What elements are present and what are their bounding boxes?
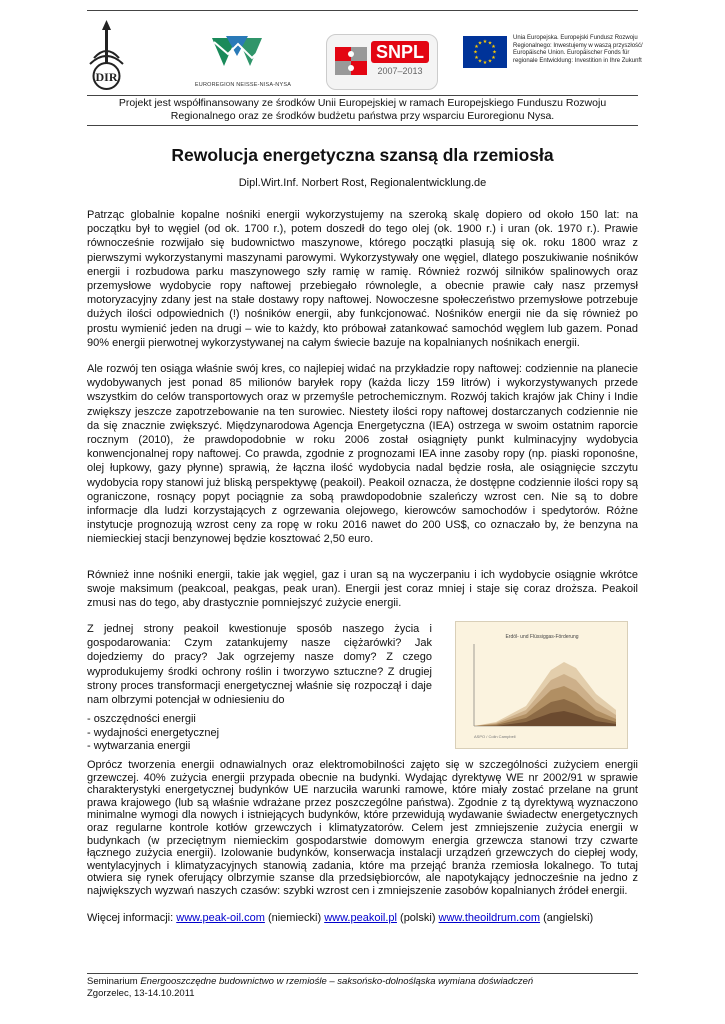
paragraph-5: Oprócz tworzenia energii odnawialnych oraz elektromobilności zajęto się w szczególności zużyciem energii grzewczej. 40% zużycia energii przypada obecnie na budynki. Wydając dyrektywę WE nr 2002/91 w sprawie charakterystyki energetycznej budynków UE narzuciła warunki ramowe, które miały zostać przelane na grunt prawa krajowego (lub są właśnie wdrażane przez poszczególne państwa). Zgodnie z tą dyrektywą wyznaczono minimalne wymogi dla nowych i istniejących budynków, które przewidują wydawanie świadectw energetycznych oraz regularne kontrole kotłów grzewczych i klimatyzatorów. Celem jest zmniejszenie zużycia energii w budynkach (w przeciętnym niemieckim gospodarstwie domowym energia grzewcza stanowi trzy czwarte łącznego zużycia energii). Izolowanie budynków, konserwacja instalacji urządzeń grzewczych do ciepłej wody, wentylacyjnych i klimatyzacyjnych stanowią zadania, które ma przejąć branża rzemiosła lokalnego. To tutaj otwiera się rynek oferujący olbrzymie szanse dla przedsiębiorców, ale napotykający jednocześnie na jedno z największych wyzwań naszych czasów: szybki wzrost cen i zmniejszenie zasobów kopalnianych źródeł energii. xyxy=(87,759,638,897)
svg-text:★: ★ xyxy=(487,58,493,65)
euroregion-caption: EUROREGION NEISSE-NISA-NYSA xyxy=(194,82,292,88)
euroregion-logo xyxy=(178,32,308,92)
svg-text:★: ★ xyxy=(474,44,479,50)
more-info-label: Więcej informacji: xyxy=(87,912,174,924)
list-item: - oszczędności energii xyxy=(87,713,196,725)
svg-text:★: ★ xyxy=(477,40,483,47)
figure-caption: ASPO / Colin Campbell xyxy=(474,734,516,739)
footer-rule xyxy=(87,973,638,974)
snpl-logo xyxy=(326,34,438,90)
link-note-english: (angielski) xyxy=(543,912,594,924)
svg-text:★: ★ xyxy=(482,60,488,66)
page-title: Rewolucja energetyczna szansą dla rzemiosła xyxy=(171,145,554,165)
paragraph-2: Ale rozwój ten osiąga właśnie swój kres, co najlepiej widać na przykładzie ropy naftowej: codziennie na planecie wydobywanych jest ponad 85 milionów baryłek ropy (każda liczy 159 litrów) i wykorzystywanych przede wszystkim do celów transportowych oraz w przemyśle petrochemicznym. Rozwój takich krajów jak Chiny i Indie zwiększy jeszcze zapotrzebowanie na ten surowiec. Niestety ilości ropy naftowej dostarczanych codziennie nie da się znacznie zwiększyć. Międzynarodowa Agencja Energetyczna (IEA) ostrzega w swoim ostatnim raporcie rocznym (2010), że prawdopodobnie w roku 2006 został osiągnięty punkt kulminacyjny wydobycia konwencjonalnej ropy naftowej. Co prawda, zgodnie z prognozami IEA inne zasoby ropy (np. piaski roponośne, olej łupkowy, gazy płynne) sprawią, że łączna ilość wydobycia nadal będzie rosła, ale osiągnięcie szczytu wydobycia ropy stanowi już bliską perspektywę (peakoil). Peakoil oznacza, że dostępne codziennie ilości ropy są ograniczone, rosnący popyt pociągnie za sobą prawdopodobnie szaleńczy wzrost cen. Nie są to dobre informacje dla ludzi korzystających z ogrzewania olejowego, kierowców samochodów i spedytorów. Różne instytucje prognozują wzrost ceny za ropę w roku 2016 nawet do 200 US$, co oznaczało by, że benzyna na niemieckiej stacji benzynowej będzie kosztować 2,50 euro. xyxy=(87,363,638,546)
eu-logo xyxy=(463,36,673,76)
footer-seminar-line xyxy=(87,976,533,988)
svg-text:★: ★ xyxy=(487,40,493,47)
svg-text:★: ★ xyxy=(474,55,479,61)
svg-text:★: ★ xyxy=(482,39,488,45)
link-peak-oil[interactable]: www.peak-oil.com xyxy=(176,912,265,924)
paragraph-4: Z jednej strony peakoil kwestionuje sposób naszego życia i gospodarowania: Czym zatankujemy nasze ciężarówki? Jak dojedziemy do pracy? Jak ogrzejemy nasze domy? Z czego wyprodukujemy środki ochrony roślin i tworzywo sztuczne? Z drugiej strony proces transformacji energetycznej właśnie się rozpoczął i daje nam olbrzymi potencjał w odniesieniu do xyxy=(87,623,432,707)
project-line-2: Regionalnego oraz ze środków budżetu państwa przy wsparciu Euroregionu Nysa. xyxy=(170,110,555,122)
logo-bar xyxy=(80,18,670,93)
svg-text:★: ★ xyxy=(473,49,478,56)
footer-place-date: Zgorzelec, 13-14.10.2011 xyxy=(87,987,195,999)
link-note-german: (niemiecki) xyxy=(267,912,322,924)
link-peakoil-pl[interactable]: www.peakoil.pl xyxy=(324,912,397,924)
more-info xyxy=(87,912,638,924)
snpl-years: 2007–2013 xyxy=(377,66,423,76)
paragraph-1: Patrząc globalnie kopalne nośniki energii wykorzystujemy na szeroką skalę dopiero od około 150 lat: na początku był to węgiel (od ok. 1700 r.), potem doszedł do tego olej (ok. 1900 r.) i uran (ok. 1970 r.). Prawie równocześnie rozwijało się budownictwo maszynowe, którego początki plasują się ok. roku 1800 wraz z pierwszymi wykorzystanymi maszynami parowymi. Wykorzystywały one węgiel, dlatego poszukiwanie nośników energii i rozbudowa parku maszynowego szły ramię w ramię. Również rozwój silników spalinowych oraz przemysłowe wydobycie ropy naftowej przebiegało równolegle, a obecnie prawie cały nasz przemysł motoryzacyjny zdany jest na stałe dostawy ropy naftowej. Nowoczesne społeczeństwo przemysłowe potrzebuje dużych ilości odpowiednich (!) nośników energii, aby funkcjonować. Nośników energii nie da się również po prostu wymienić jeden na drugi – wie to każdy, kto próbował zatankować samochód węglem lub gazem. Ponad 90% energii pierwotnej wykorzystywanej na całym świecie bazuje na kopalnianych nośnikach energii. xyxy=(87,209,638,349)
author-line: Dipl.Wirt.Inf. Norbert Rost, Regionalentwicklung.de xyxy=(238,177,487,189)
svg-text:★: ★ xyxy=(492,49,497,56)
footer-seminar-title: Energooszczędne budownictwo w rzemiośle – saksońsko-dolnośląska wymiana doświadczeń xyxy=(140,976,534,987)
eu-flag-icon xyxy=(463,36,507,68)
eu-funding-text xyxy=(513,35,673,65)
oil-production-figure xyxy=(455,621,628,749)
eu-line-3: Europäische Union. Europäischer Fonds für xyxy=(513,50,630,57)
paragraph-3: Również inne nośniki energii, takie jak węgiel, gaz i uran są na wyczerpaniu i ich wydobycie osiągnie wkrótce swoje maksimum (peakcoal, peakgas, peak uran). Energii jest coraz mniej i staje się coraz droższa. Peakoil zmusi nas do tego, aby drastycznie pomniejszyć zużycie energii. xyxy=(87,569,638,610)
dir-logo-text: DIR xyxy=(95,70,118,84)
benefit-list xyxy=(87,713,219,754)
link-note-polish: (polski) xyxy=(400,912,436,924)
top-rule xyxy=(87,10,638,11)
project-rule-top xyxy=(87,95,638,96)
project-rule-bottom xyxy=(87,125,638,126)
link-theoildrum[interactable]: www.theoildrum.com xyxy=(438,912,541,924)
project-statement xyxy=(87,97,638,123)
snpl-puzzle-icon xyxy=(331,37,371,87)
eu-line-2: Regionalnego: Inwestujemy w waszą przyszłość/ xyxy=(513,42,643,49)
snpl-label: SNPL xyxy=(371,41,429,63)
footer-prefix: Seminarium xyxy=(87,976,138,987)
eu-line-4: regionale Entwicklung: Investition in Ihre Zukunft xyxy=(513,57,642,64)
eu-line-1: Unia Europejska. Europejski Fundusz Rozwoju xyxy=(513,35,638,41)
list-item: - wydajności energetycznej xyxy=(87,726,220,739)
list-item: - wytwarzania energii xyxy=(87,740,191,752)
dir-logo xyxy=(80,18,140,93)
svg-text:★: ★ xyxy=(491,44,496,50)
footer xyxy=(87,976,533,999)
svg-text:★: ★ xyxy=(491,55,496,61)
figure-title: Erdöl- und Flüssiggas-Förderung xyxy=(505,634,579,640)
svg-text:★: ★ xyxy=(477,58,483,65)
project-line-1: Projekt jest współfinansowany ze środków Unii Europejskiej w ramach Europejskiego Funduszu Rozwoju xyxy=(118,97,607,109)
